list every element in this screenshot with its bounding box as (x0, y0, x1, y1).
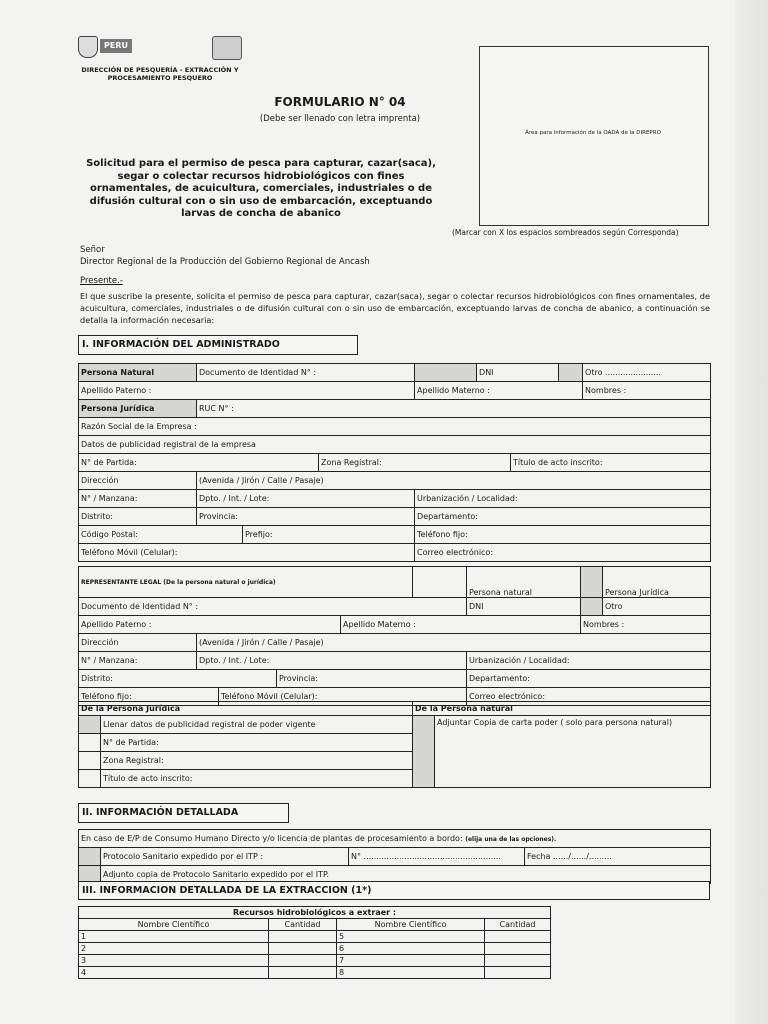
recurso-row-1[interactable]: 1 (79, 931, 269, 943)
protocolo-numero-field[interactable]: N° ...................................................... (349, 848, 525, 866)
pj-blank-2 (79, 752, 101, 770)
rep-nombres-field[interactable]: Nombres : (581, 616, 711, 634)
recursos-table (78, 906, 551, 979)
llenar-datos-label: Llenar datos de publicidad registral de poder vigente (101, 716, 413, 734)
rep-dpto-field[interactable]: Dpto. / Int. / Lote: (197, 652, 467, 670)
caso-note: (elija una de las opciones). (465, 836, 557, 843)
razon-social-field[interactable]: Razón Social de la Empresa : (79, 418, 711, 436)
administrado-table (78, 363, 711, 562)
col-cantidad-1: Cantidad (269, 919, 337, 931)
organization-name: DIRECCIÓN DE PESQUERÍA - EXTRACCIÓN Y PROCESAMIENTO PESQUERO (81, 66, 239, 82)
addressee-title: Director Regional de la Producción del Gobierno Regional de Ancash (80, 257, 370, 267)
marking-instructions: (Marcar con X los espacios sombreados según Corresponda) (452, 228, 679, 237)
section-1-title: I. INFORMACIÓN DEL ADMINISTRADO (78, 335, 358, 355)
rep-persona-natural-option[interactable]: Persona natural (467, 567, 581, 598)
cantidad-row-3[interactable] (269, 955, 337, 967)
de-persona-natural-label: De la Persona natural (413, 702, 711, 716)
coat-of-arms-icon (78, 36, 98, 58)
provincia-field[interactable]: Provincia: (197, 508, 415, 526)
telefono-movil-field[interactable]: Teléfono Móvil (Celular): (79, 544, 415, 562)
urbanizacion-field[interactable]: Urbanización / Localidad: (415, 490, 711, 508)
otro-option[interactable]: Otro ...................... (583, 364, 711, 382)
cantidad-row-4[interactable] (269, 967, 337, 979)
section-3-title: III. INFORMACION DETALLADA DE LA EXTRACCION (1*) (78, 881, 710, 900)
recurso-row-3[interactable]: 3 (79, 955, 269, 967)
col-nombre-cientifico-1: Nombre Científico (79, 919, 269, 931)
recurso-row-8[interactable]: 8 (337, 967, 485, 979)
col-cantidad-2: Cantidad (485, 919, 551, 931)
partida-field[interactable]: N° de Partida: (79, 454, 319, 472)
rep-distrito-field[interactable]: Distrito: (79, 670, 277, 688)
addressee (80, 244, 370, 268)
distrito-field[interactable]: Distrito: (79, 508, 197, 526)
rep-direccion-field[interactable]: (Avenida / Jirón / Calle / Pasaje) (197, 634, 711, 652)
recurso-row-6[interactable]: 6 (337, 943, 485, 955)
pj-partida-field[interactable]: N° de Partida: (101, 734, 413, 752)
representante-table (78, 566, 711, 706)
rep-manzana-field[interactable]: N° / Manzana: (79, 652, 197, 670)
publicidad-registral-label: Datos de publicidad registral de la empresa (79, 436, 711, 454)
protocolo-label: Protocolo Sanitario expedido por el ITP : (101, 848, 349, 866)
protocolo-fecha-field[interactable]: Fecha ....../....../......... (525, 848, 711, 866)
rep-persona-natural-checkbox[interactable] (581, 567, 603, 598)
pj-titulo-field[interactable]: Título de acto inscrito: (101, 770, 413, 788)
detallada-table (78, 829, 711, 884)
presente: Presente.- (80, 276, 123, 286)
cantidad-row-5[interactable] (485, 931, 551, 943)
peru-logo (78, 36, 132, 56)
rep-dni-option[interactable]: DNI (467, 598, 581, 616)
form-subtitle: (Debe ser llenado con letra imprenta) (259, 114, 421, 124)
doc-identidad-label: Documento de Identidad N° : (197, 364, 415, 382)
pj-zona-field[interactable]: Zona Registral: (101, 752, 413, 770)
col-nombre-cientifico-2: Nombre Científico (337, 919, 485, 931)
correo-field[interactable]: Correo electrónico: (415, 544, 711, 562)
recurso-row-7[interactable]: 7 (337, 955, 485, 967)
apellido-paterno-field[interactable]: Apellido Paterno : (79, 382, 415, 400)
rep-direccion-label: Dirección (79, 634, 197, 652)
rep-persona-juridica-option[interactable]: Persona Jurídica (603, 567, 711, 598)
ministry-emblem-icon (212, 36, 242, 60)
peru-logo-text: PERU (100, 39, 132, 53)
pj-blank-3 (79, 770, 101, 788)
cantidad-row-8[interactable] (485, 967, 551, 979)
rep-departamento-field[interactable]: Departamento: (467, 670, 711, 688)
dni-option[interactable]: DNI (477, 364, 559, 382)
rep-telefono-fijo-field[interactable]: Teléfono fijo: (79, 688, 219, 706)
poder-table (78, 701, 711, 788)
representante-legal-label: REPRESENTANTE LEGAL (De la persona natural o jurídica) (79, 567, 413, 598)
page-edge (735, 0, 768, 1024)
apellido-materno-field[interactable]: Apellido Materno : (415, 382, 583, 400)
adjuntar-carta-label: Adjuntar Copia de carta poder ( solo para persona natural) (435, 716, 711, 788)
cantidad-row-2[interactable] (269, 943, 337, 955)
dni-checkbox[interactable] (559, 364, 583, 382)
addressee-salutation: Señor (80, 245, 105, 255)
dpto-field[interactable]: Dpto. / Int. / Lote: (197, 490, 415, 508)
recurso-row-4[interactable]: 4 (79, 967, 269, 979)
telefono-fijo-field[interactable]: Teléfono fijo: (415, 526, 711, 544)
caso-text: En caso de E/P de Consumo Humano Directo y/o licencia de plantas de procesamiento a bordo: (81, 834, 463, 843)
rep-spacer (413, 567, 467, 598)
direccion-label: Dirección (79, 472, 197, 490)
ruc-field[interactable]: RUC N° : (197, 400, 711, 418)
rep-dni-checkbox[interactable] (581, 598, 603, 616)
direccion-field[interactable]: (Avenida / Jirón / Calle / Pasaje) (197, 472, 711, 490)
rep-provincia-field[interactable]: Provincia: (277, 670, 467, 688)
doc-spacer (415, 364, 477, 382)
pj-blank-1 (79, 734, 101, 752)
rep-apellido-materno-field[interactable]: Apellido Materno : (341, 616, 581, 634)
cantidad-row-7[interactable] (485, 955, 551, 967)
rep-urbanizacion-field[interactable]: Urbanización / Localidad: (467, 652, 711, 670)
titulo-acto-field[interactable]: Título de acto inscrito: (511, 454, 711, 472)
zona-registral-field[interactable]: Zona Registral: (319, 454, 511, 472)
nombres-field[interactable]: Nombres : (583, 382, 711, 400)
recurso-row-5[interactable]: 5 (337, 931, 485, 943)
caso-label (79, 830, 711, 848)
oada-label: Área para información de la OADA de la DIREPRO (525, 130, 661, 136)
form-title: FORMULARIO N° 04 (274, 95, 406, 109)
llenar-datos-checkbox[interactable] (79, 716, 101, 734)
rep-apellido-paterno-field[interactable]: Apellido Paterno : (79, 616, 341, 634)
codigo-postal-field[interactable]: Código Postal: (79, 526, 243, 544)
rep-otro-option[interactable]: Otro (603, 598, 711, 616)
request-heading: Solicitud para el permiso de pesca para capturar, cazar(saca), segar o colectar recursos hidrobiológicos con fines ornamentales, de acuicultura, comerciales, industriales o de difusión cultural con o sin uso de embarcación, exceptuando larvas de concha de abanico (86, 158, 436, 219)
oada-box[interactable] (479, 46, 709, 226)
recurso-row-2[interactable]: 2 (79, 943, 269, 955)
departamento-field[interactable]: Departamento: (415, 508, 711, 526)
manzana-field[interactable]: N° / Manzana: (79, 490, 197, 508)
de-persona-juridica-label: De la Persona Jurídica (79, 702, 413, 716)
rep-doc-identidad-label: Documento de Identidad N° : (79, 598, 467, 616)
adjunto-label: Adjunto copia de Protocolo Sanitario expedido por el ITP. (101, 866, 711, 884)
persona-natural-checkbox[interactable]: Persona Natural (79, 364, 197, 382)
adjuntar-carta-checkbox[interactable] (413, 716, 435, 788)
cantidad-row-6[interactable] (485, 943, 551, 955)
rep-correo-field[interactable]: Correo electrónico: (467, 688, 711, 706)
rep-telefono-movil-field[interactable]: Teléfono Móvil (Celular): (219, 688, 467, 706)
section-2-title: II. INFORMACIÓN DETALLADA (78, 803, 289, 823)
request-body: El que suscribe la presente, solicita el permiso de pesca para capturar, cazar(saca), segar o colectar recursos hidrobiológicos con fines ornamentales, de acuicultura, comerciales, industriales o de difusión cultural con o sin uso de embarcación, exceptuando larvas de concha de abanico, a continuación se detalla la información necesaria: (80, 291, 710, 325)
prefijo-field[interactable]: Prefijo: (243, 526, 415, 544)
protocolo-checkbox[interactable] (79, 848, 101, 866)
cantidad-row-1[interactable] (269, 931, 337, 943)
persona-juridica-checkbox[interactable]: Persona Jurídica (79, 400, 197, 418)
recursos-title: Recursos hidrobiológicos a extraer : (79, 907, 551, 919)
